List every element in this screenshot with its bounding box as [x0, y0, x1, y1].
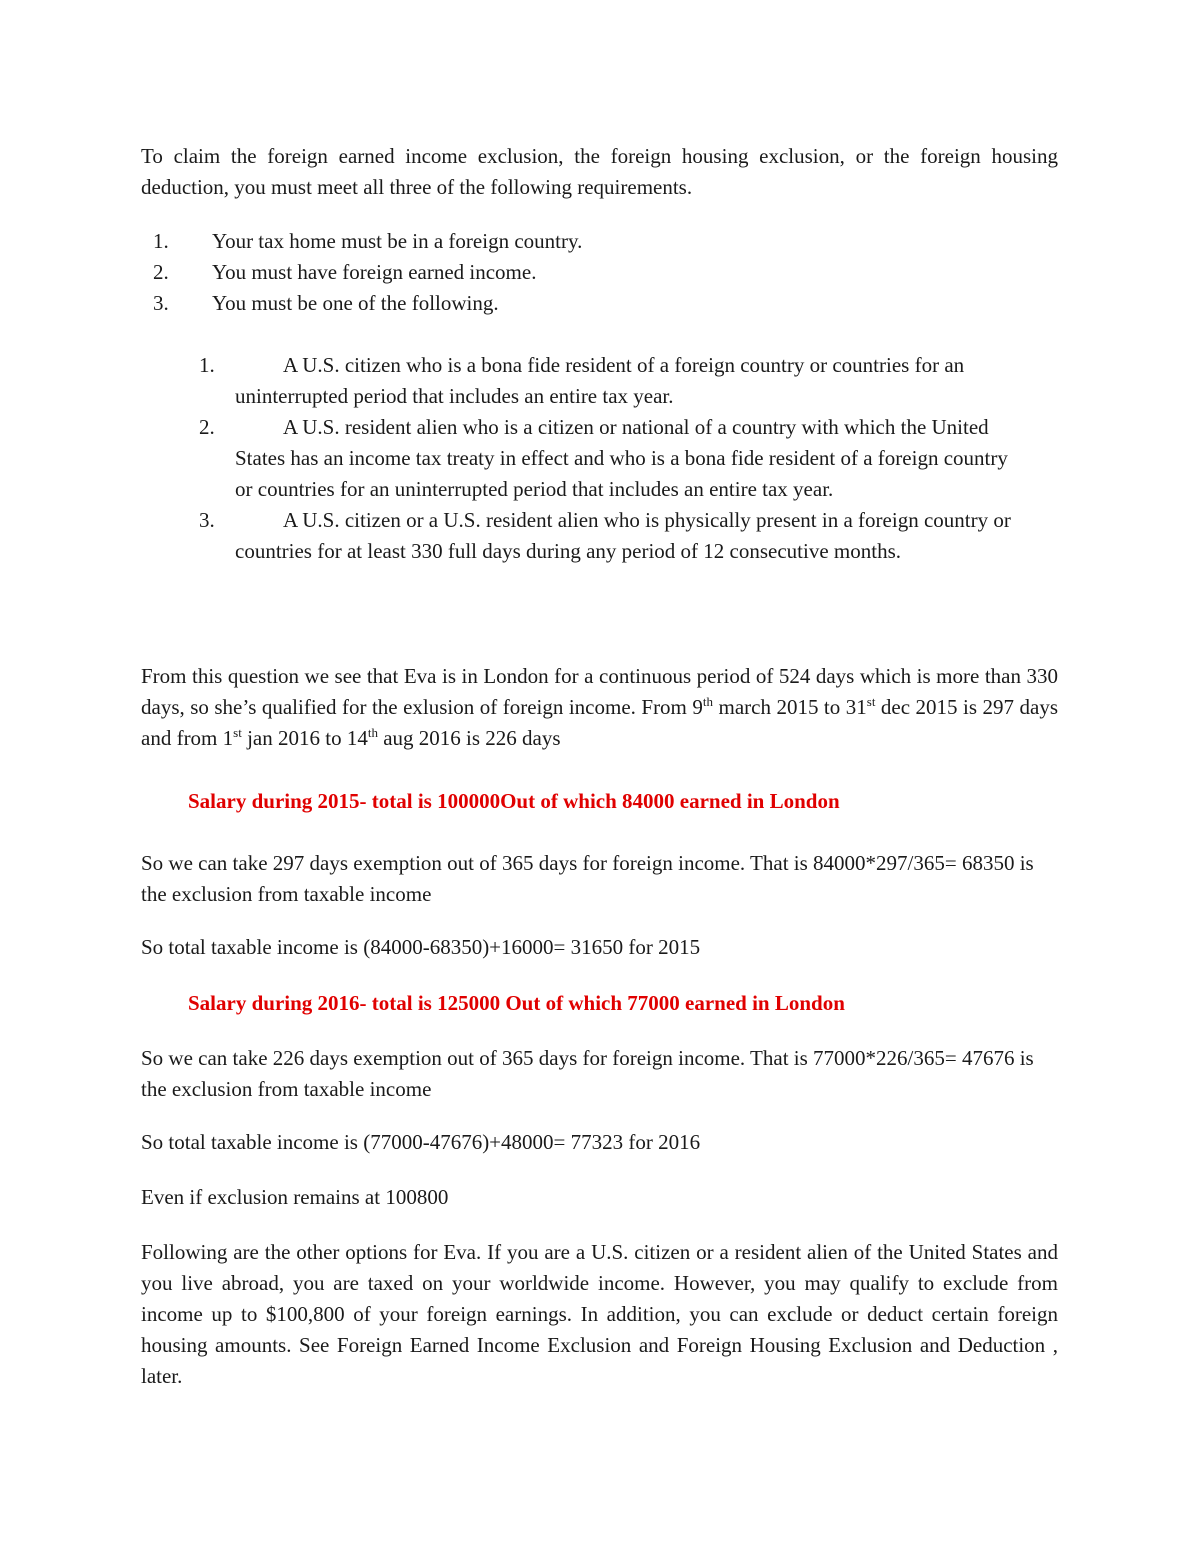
superscript: th: [367, 725, 378, 740]
list-number: 1.: [199, 353, 215, 377]
list-number: 3.: [153, 291, 169, 315]
list-text: A U.S. resident alien who is a citizen or national of a country with which the United States has an income tax treaty in effect and who is a bona fide resident of a foreign country or countries for an uninterrupted period that includes an entire tax year.: [235, 415, 1008, 501]
superscript: st: [233, 725, 242, 740]
list-item: [141, 226, 1041, 257]
list-text: You must have foreign earned income.: [212, 260, 537, 284]
list-item: [141, 350, 1011, 412]
heading-salary-2016: Salary during 2016- total is 125000 Out of which 77000 earned in London: [188, 991, 845, 1015]
paragraph-2015-exemption: So we can take 297 days exemption out of 365 days for foreign income. That is 84000*297/365= 68350 is the exclusion from taxable income: [141, 851, 1034, 906]
list-number: 2.: [153, 260, 169, 284]
eva-paragraph: [141, 661, 1058, 754]
intro-paragraph: To claim the foreign earned income exclusion, the foreign housing exclusion, or the foreign housing deduction, you must meet all three of the following requirements.: [141, 144, 1058, 199]
list-text: Your tax home must be in a foreign country.: [212, 229, 583, 253]
list-item: [141, 288, 1041, 319]
text-run: dec 2015 is 297 days and from 1: [141, 695, 1058, 750]
paragraph-exclusion-note: Even if exclusion remains at 100800: [141, 1185, 449, 1209]
list-item: [141, 257, 1041, 288]
paragraph-2016-taxable: So total taxable income is (77000-47676)+48000= 77323 for 2016: [141, 1130, 701, 1154]
text-run: From this question we see that Eva is in London for a continuous period of 524 days which is more than 330 days, so she’s qualified for the exlusion of foreign income. From 9: [141, 664, 1058, 719]
paragraph-2015-taxable: So total taxable income is (84000-68350)+16000= 31650 for 2015: [141, 935, 701, 959]
text-run: aug 2016 is 226 days: [377, 726, 561, 750]
list-text: A U.S. citizen or a U.S. resident alien who is physically present in a foreign country or countries for at least 330 full days during any period of 12 consecutive months.: [235, 508, 1011, 563]
heading-salary-2015: Salary during 2015- total is 100000Out of which 84000 earned in London: [188, 789, 840, 813]
list-number: 3.: [199, 508, 215, 532]
requirements-list: [141, 226, 1041, 319]
superscript: th: [702, 694, 714, 709]
list-item: [141, 412, 1011, 505]
paragraph-2016-exemption: So we can take 226 days exemption out of 365 days for foreign income. That is 77000*226/365= 47676 is the exclusion from taxable income: [141, 1046, 1034, 1101]
text-run: jan 2016 to 14: [241, 726, 368, 750]
paragraph-other-options: Following are the other options for Eva. If you are a U.S. citizen or a resident alien of the United States and you live abroad, you are taxed on your worldwide income. However, you may qualify to exclude from income up to $100,800 of your foreign earnings. In addition, you can exclude or deduct certain foreign housing amounts. See Foreign Earned Income Exclusion and Foreign Housing Exclusion and Deduction , later.: [141, 1240, 1058, 1388]
text-run: march 2015 to 31: [713, 695, 867, 719]
list-number: 1.: [153, 229, 169, 253]
list-item: [141, 505, 1011, 567]
superscript: st: [866, 694, 876, 709]
list-text: A U.S. citizen who is a bona fide resident of a foreign country or countries for an uninterrupted period that includes an entire tax year.: [235, 353, 965, 408]
list-number: 2.: [199, 415, 215, 439]
list-text: You must be one of the following.: [212, 291, 499, 315]
sub-requirements-list: [141, 350, 1021, 567]
